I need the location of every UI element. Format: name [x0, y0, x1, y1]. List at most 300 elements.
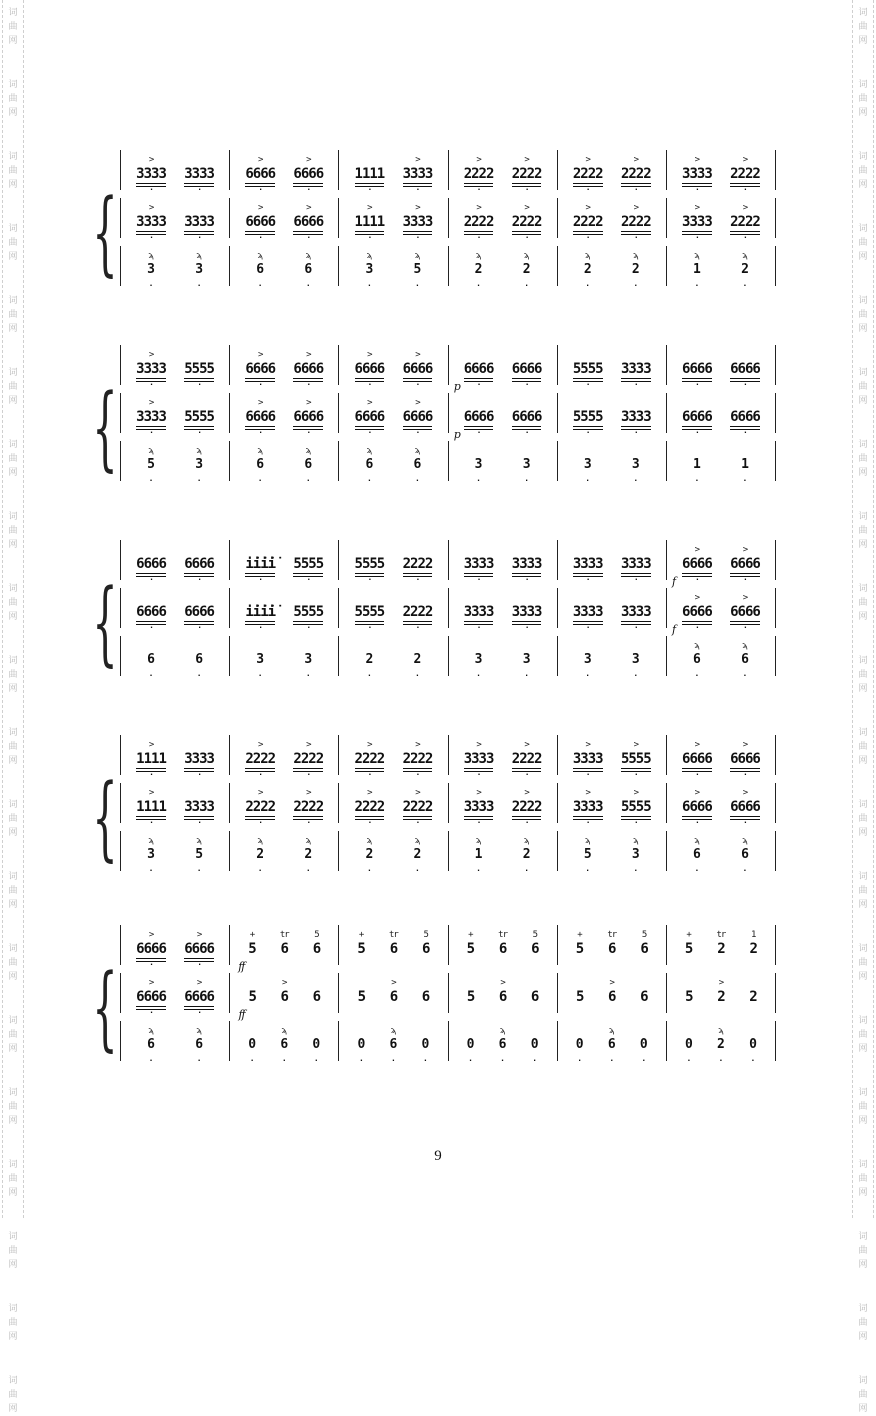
note-group [620, 399, 651, 437]
beam-line [621, 378, 651, 379]
watermark-char: 曲 [858, 742, 868, 752]
watermark-char: 词 [8, 152, 18, 162]
note-digits: 3 [631, 457, 640, 472]
octave-dot: · [257, 281, 263, 290]
staff-brace: { [92, 376, 118, 482]
note-group [620, 155, 651, 194]
octave-dot: · [743, 233, 747, 242]
octave-dot: · [415, 671, 420, 680]
octave-dot: · [197, 1008, 202, 1017]
note-group [631, 836, 640, 875]
note-digits: 0 [639, 1037, 648, 1052]
measure [557, 588, 666, 632]
watermark-char: 曲 [8, 22, 18, 32]
measure [448, 831, 557, 875]
note-group [184, 351, 214, 389]
note-digits: 5555 [354, 604, 385, 620]
note-group [365, 642, 374, 680]
note-digits: 6 [640, 989, 648, 1005]
octave-dot: · [524, 623, 529, 632]
beam-line [512, 378, 542, 379]
note-group [136, 930, 166, 969]
watermark-char: 网 [8, 540, 18, 550]
beam-line [730, 231, 760, 232]
articulation-mark: ϡ [305, 836, 311, 846]
watermark-char: 网 [858, 396, 868, 406]
octave-dot: · [423, 1056, 428, 1065]
articulation-mark: > [742, 740, 748, 750]
measure [448, 345, 557, 393]
articulation-mark: ϡ [281, 1026, 287, 1036]
beam-line [682, 621, 712, 622]
note-digits: 6666 [402, 409, 433, 425]
octave-dot: · [197, 233, 202, 242]
note-group [672, 545, 712, 588]
watermark-char: 网 [8, 756, 18, 766]
note-group [682, 399, 712, 437]
octave-dot: · [415, 575, 420, 584]
note-group [717, 931, 726, 965]
octave-dot: · [524, 281, 530, 290]
beam-line [730, 768, 760, 769]
measure [448, 441, 557, 485]
octave-dot: · [476, 185, 481, 194]
note-digits: 6666 [245, 409, 276, 425]
note-digits: i̇i̇i̇i̇ [245, 604, 276, 620]
note-group [572, 399, 603, 437]
beam-line [512, 816, 542, 817]
octave-dot: · [415, 428, 420, 437]
measure [229, 441, 338, 485]
articulation-mark: > [306, 740, 311, 750]
note-digits: 2 [304, 847, 313, 862]
watermark-char: 网 [858, 108, 868, 118]
note-group [184, 204, 214, 242]
watermark-char: 网 [8, 972, 18, 982]
octave-dot: · [149, 380, 153, 389]
measure [448, 925, 557, 965]
note-group [136, 788, 166, 827]
beam-line [621, 573, 651, 574]
note-group [280, 931, 289, 965]
octave-dot: · [305, 476, 311, 485]
note-digits: 3333 [184, 799, 214, 815]
note-digits: 6666 [730, 799, 760, 815]
measure [338, 925, 447, 965]
beam-line [293, 426, 323, 427]
note-group [463, 788, 494, 827]
note-digits: 6 [304, 262, 313, 277]
articulation-mark: 5 [423, 930, 428, 940]
octave-dot: · [532, 1056, 538, 1065]
note-digits: 5555 [572, 409, 603, 425]
note-digits: 5 [685, 989, 693, 1005]
note-digits: 2222 [511, 799, 542, 815]
beam-line [730, 621, 760, 622]
note-digits: 6 [741, 652, 749, 667]
note-group [682, 155, 712, 194]
note-digits: 3333 [136, 361, 166, 377]
octave-dot: · [306, 380, 311, 389]
octave-dot: · [148, 476, 154, 485]
beam-line [184, 1006, 214, 1007]
note-digits: 2222 [572, 214, 603, 230]
octave-dot: · [694, 770, 699, 779]
note-digits: 0 [530, 1037, 539, 1052]
articulation-mark: > [257, 203, 263, 213]
note-digits: 3 [522, 457, 531, 472]
octave-dot: · [476, 866, 481, 875]
octave-dot: · [585, 818, 590, 827]
octave-dot: · [258, 380, 263, 389]
beam-line [355, 231, 385, 232]
watermark-group [8, 726, 17, 768]
articulation-mark: + [577, 930, 582, 940]
watermark-group [858, 366, 867, 408]
articulation-mark: tr [607, 930, 617, 940]
articulation-mark: ϡ [148, 251, 154, 261]
note-digits: 3333 [572, 604, 603, 620]
note-digits: 6 [389, 941, 398, 957]
articulation-mark: > [415, 350, 420, 360]
octave-dot: · [585, 428, 590, 437]
note-digits: 2222 [511, 166, 542, 182]
note-group [256, 446, 265, 485]
octave-dot: · [694, 818, 699, 827]
note-group [313, 931, 320, 965]
note-digits: 6 [498, 989, 507, 1005]
measure [229, 735, 338, 779]
staff-mid [120, 973, 776, 1021]
articulation-mark: > [257, 350, 263, 360]
articulation-mark: ϡ [609, 1026, 615, 1036]
beam-line [136, 183, 166, 184]
watermark-char: 网 [858, 684, 868, 694]
note-group [245, 350, 276, 389]
watermark-char: 曲 [858, 1246, 868, 1256]
note-digits: 6666 [136, 941, 166, 957]
note-digits: 5 [466, 989, 475, 1005]
beam-line [573, 378, 603, 379]
measure [666, 831, 776, 875]
measure [120, 1021, 229, 1065]
note-digits: 6666 [136, 556, 166, 572]
octave-dot: · [476, 818, 481, 827]
beam-line [136, 231, 166, 232]
note-digits: 6 [147, 652, 155, 667]
measure [448, 735, 557, 779]
octave-dot: · [149, 575, 153, 584]
note-digits: 6 [498, 1037, 507, 1052]
measure [666, 540, 776, 588]
beam-line [573, 621, 603, 622]
note-group [304, 836, 313, 875]
beam-line [184, 426, 214, 427]
measure [557, 735, 666, 779]
articulation-mark: > [694, 788, 700, 798]
octave-dot: · [149, 1008, 153, 1017]
note-group [248, 1027, 257, 1065]
octave-dot: · [367, 185, 372, 194]
watermark-char: 词 [8, 224, 18, 234]
octave-dot: · [742, 866, 748, 875]
beam-line [682, 426, 712, 427]
note-group [741, 447, 749, 485]
note-group [730, 399, 760, 437]
note-group [357, 1027, 366, 1065]
note-digits: 5555 [620, 799, 651, 815]
beam-line [293, 183, 323, 184]
measure [666, 1021, 776, 1065]
octave-dot: · [149, 185, 153, 194]
octave-dot: · [306, 770, 311, 779]
watermark-char: 词 [858, 872, 868, 882]
measure [666, 735, 776, 779]
beam-line [245, 231, 275, 232]
note-group [313, 979, 320, 1013]
watermark-char: 曲 [8, 1102, 18, 1112]
note-digits: 2 [749, 989, 757, 1005]
staff-top [120, 540, 776, 588]
watermark-group [858, 222, 867, 264]
octave-dot: · [148, 866, 154, 875]
beam-line [355, 378, 385, 379]
measure [338, 198, 447, 242]
octave-dot: · [149, 770, 153, 779]
measure [338, 540, 447, 584]
note-group [511, 594, 542, 632]
octave-dot: · [694, 476, 700, 485]
note-digits: 6666 [511, 409, 542, 425]
note-group [463, 594, 494, 632]
measure [338, 150, 447, 194]
octave-dot: · [476, 476, 481, 485]
measure [229, 150, 338, 194]
note-digits: 2222 [402, 751, 433, 767]
measure [120, 345, 229, 389]
beam-line [136, 768, 166, 769]
note-digits: 5 [248, 989, 256, 1005]
octave-dot: · [281, 1056, 287, 1065]
note-digits: 5 [357, 941, 365, 957]
watermark-char: 网 [8, 684, 18, 694]
note-group [474, 642, 483, 680]
beam-line [136, 573, 166, 574]
note-group [245, 740, 276, 779]
note-group [354, 788, 385, 827]
note-group [293, 546, 324, 584]
articulation-mark: + [468, 930, 473, 940]
note-group [692, 836, 701, 875]
score-system [92, 735, 776, 875]
note-digits: 6 [413, 457, 422, 472]
note-group [256, 642, 265, 680]
measure [120, 831, 229, 875]
beam-line [184, 768, 214, 769]
measure [229, 636, 338, 680]
note-group [572, 155, 603, 194]
note-digits: 6666 [463, 361, 494, 377]
note-group [354, 546, 385, 584]
watermark-group [858, 1086, 867, 1128]
watermark-char: 网 [858, 1044, 868, 1054]
articulation-mark: ϡ [718, 1026, 724, 1036]
articulation-mark: > [476, 788, 481, 798]
note-group [685, 979, 692, 1013]
note-digits: 0 [684, 1037, 693, 1052]
note-group [467, 979, 474, 1013]
articulation-mark: tr [498, 930, 507, 940]
beam-line [136, 1006, 166, 1007]
note-group [692, 251, 701, 290]
note-group [402, 740, 433, 779]
note-digits: 6 [608, 941, 616, 957]
watermark-char: 曲 [8, 382, 18, 392]
articulation-mark: > [585, 788, 590, 798]
beam-line [464, 573, 494, 574]
note-group [522, 642, 531, 680]
beam-line [621, 231, 651, 232]
articulation-mark: + [358, 930, 364, 940]
measure [338, 441, 447, 485]
note-group [730, 593, 760, 632]
note-digits: 6 [421, 989, 430, 1005]
note-group [474, 836, 483, 875]
octave-dot: · [415, 476, 420, 485]
note-digits: 2 [522, 847, 531, 862]
octave-dot: · [197, 818, 202, 827]
beam-line [184, 231, 214, 232]
note-group [511, 351, 542, 389]
watermark-group [8, 1086, 17, 1128]
watermark-char: 词 [8, 1304, 18, 1314]
articulation-mark: ϡ [633, 836, 639, 846]
octave-dot: · [633, 671, 639, 680]
watermark-char: 曲 [8, 958, 18, 968]
measure [557, 198, 666, 242]
articulation-mark: > [524, 155, 529, 165]
watermark-char: 网 [858, 612, 868, 622]
articulation-mark: > [476, 740, 481, 750]
watermark-char: 曲 [858, 1030, 868, 1040]
note-digits: 6 [389, 989, 398, 1005]
note-digits: 3 [256, 652, 265, 667]
note-group [413, 446, 422, 485]
articulation-mark: > [415, 398, 420, 408]
measure [557, 150, 666, 194]
note-digits: 5 [195, 847, 204, 862]
watermark-group [858, 78, 867, 120]
octave-dot: · [476, 281, 481, 290]
measure [229, 588, 338, 632]
measure [557, 246, 666, 290]
octave-dot: · [196, 1056, 202, 1065]
watermark-char: 曲 [858, 886, 868, 896]
articulation-mark: > [524, 740, 529, 750]
measure [557, 540, 666, 584]
note-digits: 1 [474, 847, 483, 862]
note-digits: 6 [256, 262, 265, 277]
measure [448, 540, 557, 584]
note-group [572, 594, 603, 632]
octave-dot: · [197, 185, 202, 194]
watermark-right [852, 0, 874, 1414]
note-group [511, 203, 542, 242]
note-group [293, 740, 324, 779]
octave-dot: · [149, 623, 153, 632]
note-group [389, 1026, 398, 1065]
note-group [631, 447, 640, 485]
octave-dot: · [694, 866, 700, 875]
watermark-char: 曲 [8, 94, 18, 104]
octave-dot: · [149, 818, 153, 827]
watermark-group [858, 1014, 867, 1056]
note-group [184, 741, 214, 779]
articulation-mark: > [476, 203, 481, 213]
beam-line [464, 183, 494, 184]
note-group [281, 979, 288, 1013]
watermark-char: 词 [8, 872, 18, 882]
articulation-mark: > [524, 203, 529, 213]
watermark-char: 词 [858, 440, 868, 450]
note-digits: 6 [608, 989, 616, 1005]
note-digits: 0 [357, 1037, 366, 1052]
beam-line [573, 426, 603, 427]
articulation-mark: + [249, 930, 255, 940]
note-digits: 2222 [511, 751, 542, 767]
watermark-char: 词 [858, 224, 868, 234]
beam-line [184, 621, 214, 622]
watermark-char: 网 [858, 468, 868, 478]
octave-dot: · [305, 281, 311, 290]
note-digits: 6666 [184, 941, 214, 957]
octave-dot: · [415, 818, 420, 827]
note-group [531, 931, 538, 965]
note-group [572, 546, 603, 584]
articulation-mark: ϡ [694, 251, 700, 261]
octave-dot: · [196, 866, 202, 875]
beam-line [621, 426, 651, 427]
beam-line [136, 621, 166, 622]
articulation-mark: > [742, 155, 748, 165]
watermark-char: 网 [8, 612, 18, 622]
note-group [717, 979, 724, 1013]
beam-line [293, 378, 323, 379]
note-digits: 6666 [184, 604, 214, 620]
measure [120, 393, 229, 437]
note-digits: 3333 [620, 409, 651, 425]
watermark-char: 网 [858, 1188, 868, 1198]
octave-dot: · [577, 1056, 583, 1065]
note-group [682, 351, 712, 389]
articulation-mark: > [257, 788, 263, 798]
note-group [463, 546, 494, 584]
note-digits: 1 [692, 262, 701, 277]
octave-dot: · [415, 866, 420, 875]
articulation-mark: ϡ [257, 446, 263, 456]
beam-line [293, 816, 323, 817]
beam-line [403, 816, 433, 817]
note-group [238, 979, 256, 1021]
note-digits: 5 [248, 941, 256, 957]
octave-dot: · [366, 866, 372, 875]
note-group [730, 203, 760, 242]
octave-dot: · [196, 671, 202, 680]
note-group [195, 251, 204, 290]
note-digits: 2 [741, 262, 749, 277]
octave-dot: · [148, 671, 154, 680]
measure [666, 636, 776, 680]
